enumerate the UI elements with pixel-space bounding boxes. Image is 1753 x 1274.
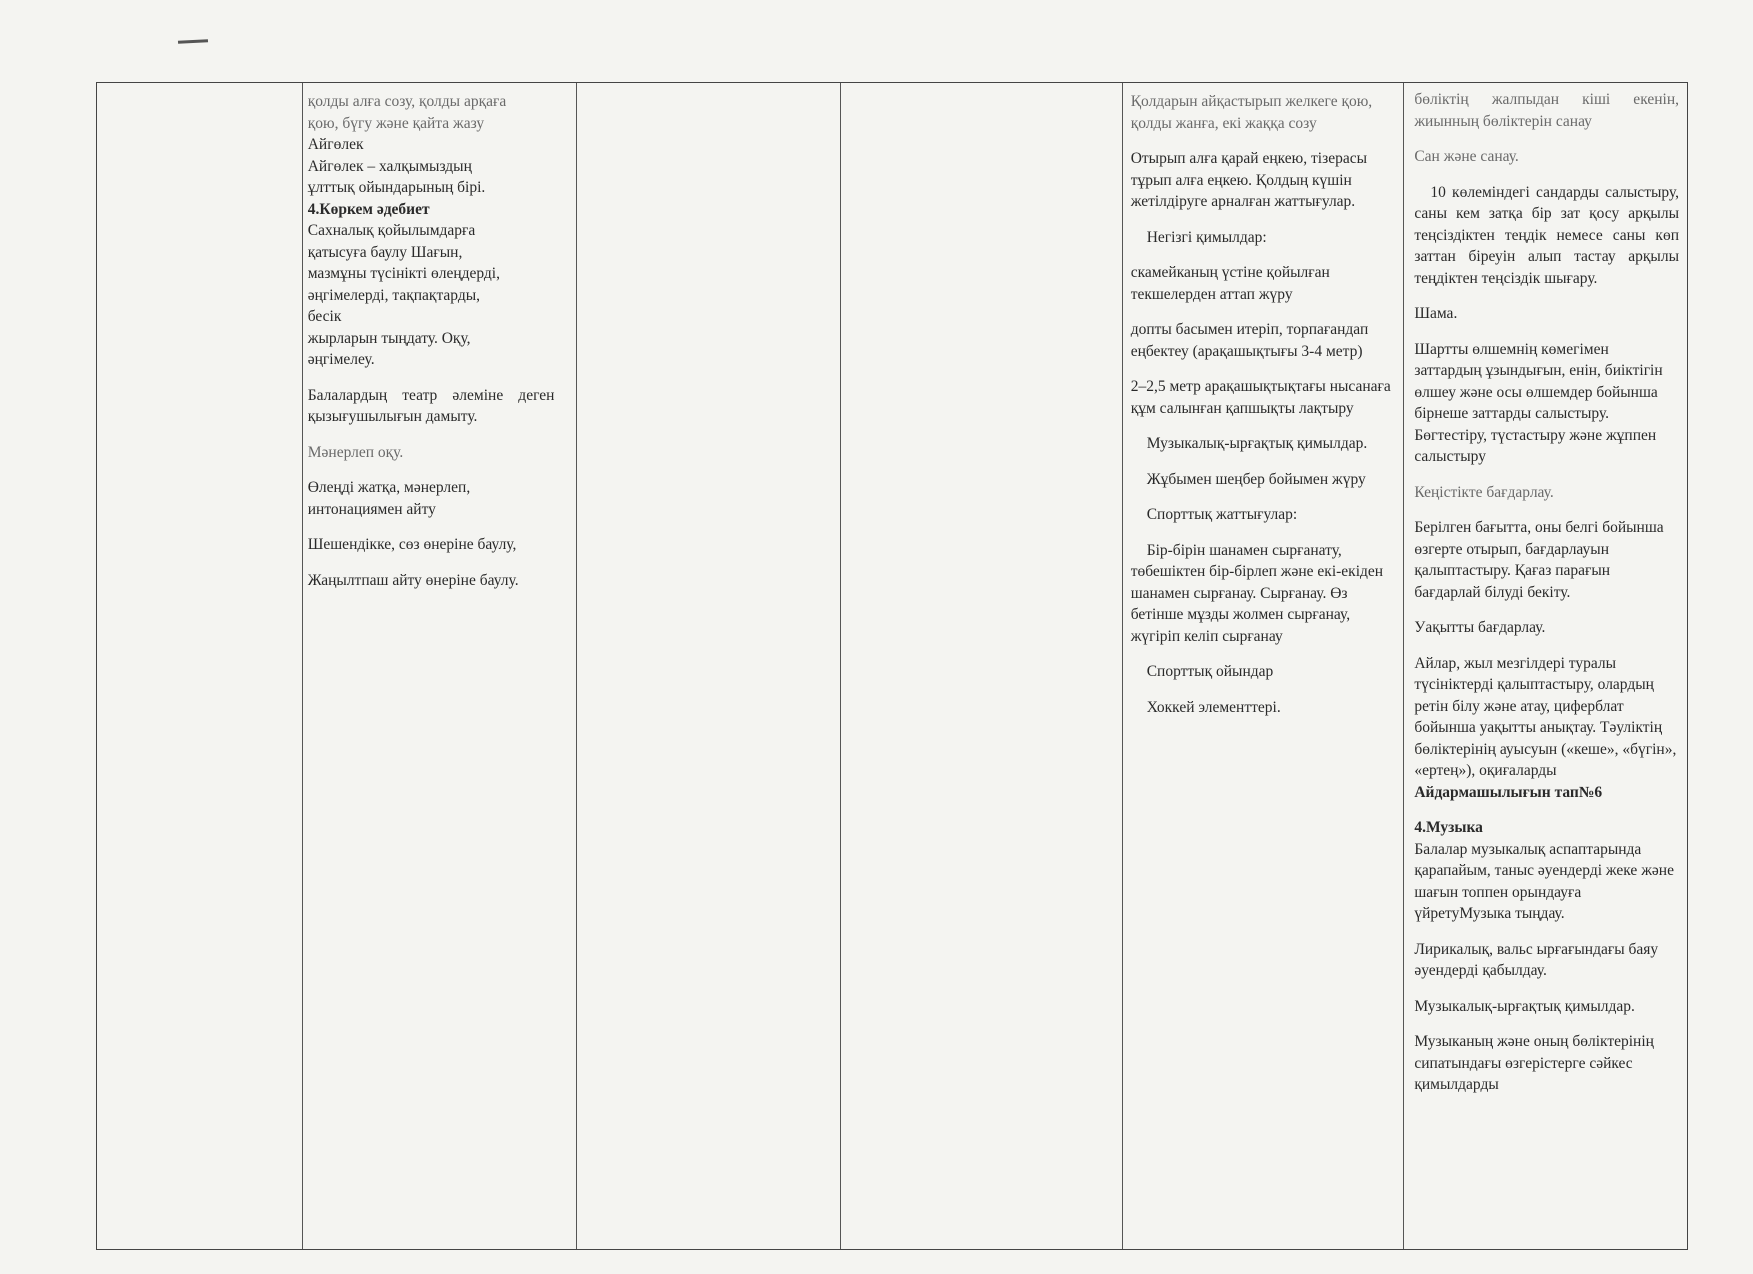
paragraph: Хоккей элементтері. bbox=[1146, 698, 1281, 716]
paragraph-heading: Сан және санау. bbox=[1414, 148, 1519, 165]
paragraph: Бір-бірін шанамен сырғанату, төбешіктен бір-бірлеп және екі-екіден шанамен сырғанау. Сырғанау. Өз бетінше мұзды жолмен сырғанау, жүгіріп келіп сырғанау bbox=[1130, 541, 1384, 645]
paragraph: Шешендікке, сөз өнеріне баулу, bbox=[307, 536, 517, 553]
paragraph: Лирикалық, вальс ырғағындағы баяу әуендерді қабылдау. bbox=[1414, 940, 1659, 979]
paragraph-heading: Спорттық жаттығулар: bbox=[1146, 506, 1298, 523]
paragraph-heading: Шама. bbox=[1414, 305, 1458, 322]
paragraph: Айдармашылығын тап№6 bbox=[1414, 783, 1603, 801]
paragraph: Балалар музыкалық аспаптарында қарапайым, таныс әуендерді жеке және шағын топпен орындауға үйретуМузыка тыңдау. bbox=[1414, 840, 1674, 922]
paragraph: допты басымен итеріп, торпағандап еңбектеу (арақашықтығы 3-4 метр) bbox=[1130, 321, 1369, 360]
text-line: әңгімелеу. bbox=[307, 351, 375, 368]
table-column-6 bbox=[1404, 83, 1687, 1249]
table-column-2 bbox=[303, 83, 578, 1249]
paragraph: Балалардың театр әлеміне деген қызығушылығын дамыту. bbox=[307, 386, 555, 425]
text-line: Сахналық қойылымдарға bbox=[307, 222, 476, 239]
paragraph: 2–2,5 метр арақашықтықтағы нысанаға құм салынған қапшықты лақтыру bbox=[1130, 378, 1391, 417]
paragraph: скамейканың үстіне қойылған текшелерден аттап жүру bbox=[1130, 264, 1330, 303]
paragraph: Берілген бағытта, оны белгі бойынша өзгерте отырып, бағдарлауын қалыптастыру. Қағаз парағын бағдарлай білуді бекіту. bbox=[1414, 519, 1664, 601]
column-2-content bbox=[303, 91, 555, 591]
paragraph-heading: Музыкалық-ырғақтық қимылдар. bbox=[1414, 997, 1635, 1015]
paragraph-heading: Уақытты бағдарлау. bbox=[1414, 619, 1546, 636]
paragraph: Шартты өлшемнің көмегімен заттардың ұзындығын, енін, биіктігін өлшеу және осы өлшемдер бойынша бірнеше заттарды салыстыру. Бөгтестіру, түстастыру және жұппен салыстыру bbox=[1414, 340, 1663, 465]
text-line: жырларын тыңдату. Оқу, bbox=[307, 329, 471, 347]
paragraph: Жұбымен шеңбер бойымен жүру bbox=[1146, 470, 1366, 488]
text-line: Айгөлек – халқымыздың bbox=[307, 157, 472, 175]
table-column-3 bbox=[577, 83, 841, 1249]
text-line: Айгөлек bbox=[307, 136, 364, 153]
paragraph-heading: Музыкалық-ырғақтық қимылдар. bbox=[1146, 435, 1368, 452]
paragraph: Қолдарын айқастырып желкеге қою, қолды жанға, екі жаққа созу bbox=[1130, 93, 1373, 132]
text-line: мазмұны түсінікті өлеңдерді, bbox=[307, 265, 500, 282]
paragraph: 10 көлеміндегі сандарды салыстыру, саны кем затқа бір зат қосу арқылы теңсіздіктен теңдік немесе саны көп заттан біреуін алып тастау арқылы теңдіктен теңсіздік шығару. bbox=[1414, 183, 1679, 287]
paragraph: Өлеңді жатқа, мәнерлеп, интонациямен айту bbox=[307, 479, 471, 518]
text-line: әңгімелерді, тақпақтарды, bbox=[307, 286, 481, 304]
section-heading-literature: 4.Көркем әдебиет bbox=[307, 200, 430, 218]
table-column-4 bbox=[841, 83, 1123, 1249]
paragraph-heading: Кеңістікте бағдарлау. bbox=[1414, 483, 1554, 501]
plan-table bbox=[96, 82, 1688, 1250]
paragraph: Отырып алға қарай еңкею, тізерасы тұрып алға еңкею. Қолдың күшін жетілдіруге арналған жаттығулар. bbox=[1130, 150, 1368, 210]
section-heading-music: 4.Музыка bbox=[1414, 819, 1483, 836]
text-line: қатысуға баулу Шағын, bbox=[307, 243, 463, 261]
paragraph: Музыканың және оның бөліктерінің сипатындағы өзгерістерге сәйкес қимылдарды bbox=[1414, 1033, 1654, 1093]
paragraph: Жаңылтпаш айту өнеріне баулу. bbox=[307, 571, 519, 589]
paragraph: Айлар, жыл мезгілдері туралы түсініктерді қалыптастыру, олардың ретін білу және атау, циферблат бойынша уақытты анықтау. Тәуліктің бөліктерінің ауысуын («кеше», «бүгін», «ертең»), оқиғаларды bbox=[1414, 654, 1677, 779]
text-line: қою, бүгу және қайта жазу bbox=[307, 114, 485, 132]
paragraph-heading: Негізгі қимылдар: bbox=[1146, 228, 1267, 246]
paragraph: Мәнерлеп оқу. bbox=[307, 443, 404, 461]
table-column-5 bbox=[1123, 83, 1405, 1249]
text-line: қолды алға созу, қолды арқаға bbox=[307, 93, 507, 110]
scan-artifact-mark bbox=[178, 39, 208, 44]
text-line: ұлттық ойындарының бірі. bbox=[307, 179, 486, 196]
table-column-1 bbox=[97, 83, 303, 1249]
text-line: бесік bbox=[307, 308, 342, 325]
paragraph-heading: Спорттық ойындар bbox=[1146, 663, 1274, 680]
paragraph: бөліктің жалпыдан кіші екенін, жиынның бөліктерін санау bbox=[1414, 91, 1679, 130]
